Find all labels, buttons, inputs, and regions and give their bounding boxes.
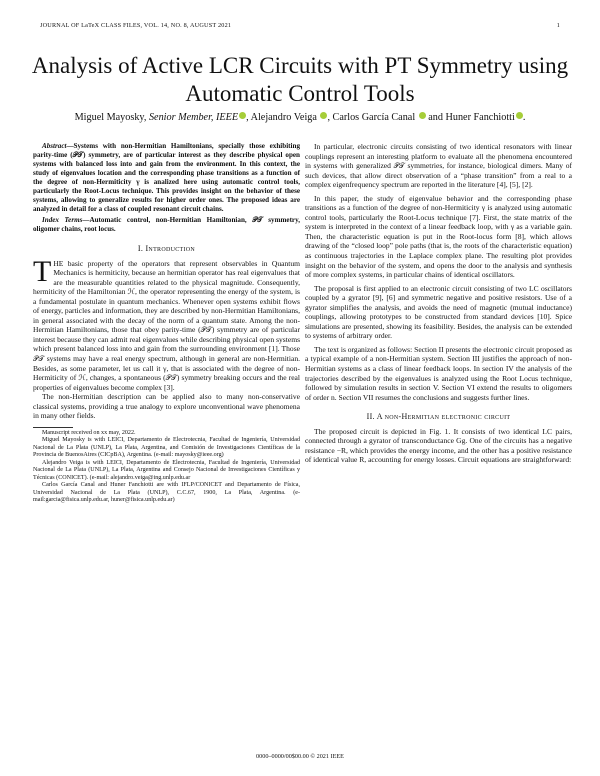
right-paragraph-3: The proposal is first applied to an electronic circuit consisting of two LC oscillators coupled by a gyrator [9], [6] and symmetric negative and positive resistors. Use of a gyrator simplifies the analysis, and avoids the need of magnetic (mutual inductance) couplings, allowing prototypes to be constructed from standard devices [10]. Spice simulations are presented, showing its feasibility. Besides, the analysis can be extended to systems of arbitrary order. (305, 283, 572, 341)
page-number: 1 (556, 22, 560, 29)
index-terms-text: —Automatic control, non-Hermitian Hamiltonian, 𝒫𝒯 symmetry, oligomer chains, root locus. (33, 216, 301, 233)
right-paragraph-2: In this paper, the study of eigenvalue behavior and the corresponding phase transitions as a function of the degree of non-Hermiticity γ is analyzed using automatic control tools, particularly the Root-Locus technique [7]. First, the state matrix of the system is interpreted in the context of a linear feedback loop, with γ as a variable gain. Then, the characteristic equation is put in the Root-locus form [8], which allows drawing of the “closed loop” pole paths (that is, the roots of the characteristic equation) as continuous trajectories in the Laplace complex plane. The resulting plot provides insight on the behavior of the system, and opens the door to the analysis and synthesis of more complex systems, in particular chains of identical oscillators. (305, 193, 572, 280)
footnote-author-1: Miguel Mayosky is with LEICI, Departamento de Electrotecnia, Facultad de Ingeniería, Universidad Nacional de La Plata (UNLP), La Plata, Argentina, and Comisión de Investigaciones Científicas de la Provincia de BuenosAires (CICpBA), Argentina. (e-mail: mayosky@ieee.org) (33, 437, 300, 459)
footnote-author-3-4: Carlos García Canal and Huner Fanchiotti are with IFLP/CONICET and Departamento de Física, Universidad Nacional de La Plata (UNLP), C.C.67, 1900, La Plata, Argentina. (e-mail:garcia@fisica.unlp.edu.ar, huner@fisica.unlp.edu.ar) (33, 482, 300, 504)
orcid-icon[interactable] (516, 112, 523, 119)
drop-cap: T (33, 254, 52, 288)
orcid-icon[interactable] (419, 112, 426, 119)
footnote-rule (33, 427, 73, 428)
author-1-role: Senior Member, IEEE (148, 112, 239, 123)
author-2: , Alejandro Veiga (246, 112, 317, 123)
abstract (33, 142, 300, 214)
footnote-author-2: Alejandro Veiga is with LEICI, Departamento de Electrotecnia, Facultad de Ingeniería, Universidad Nacional de La Plata (UNLP), La Plata, Argentina and Consejo Nacional de Investigaciones Científicas y Técnicas (CONICET). (e-mail: alejandro.veiga@ing.unlp.edu.ar (33, 459, 300, 481)
footnotes (33, 430, 300, 505)
right-column (305, 142, 572, 465)
abstract-text: —Systems with non-Hermitian Hamiltonians, specially those exhibiting parity-time (𝒫𝒯) symmetry, are of particular interest as they describe physical open systems with balanced loss into and gain from the environment. In this context, the study of eigenvalues location and the corresponding phase transitions as a function of the degree of non-Hermiticity γ is analized here using automatic control tools, particularly the Root-Locus technique. This provides insight on the behavior of these systems, allowing to generalize results for higher order ones. The proposed ideas are analyzed in detail for a class of coupled resonant circuit chains. (33, 142, 300, 213)
intro-paragraph-1-text: HE basic property of the operators that represent observables in Quantum Mechanics is hermiticity, because an hermitian operator has real eigenvalues that are the measurable quantities related to the physical magnitude. Consequently, hermiticity of the Hamiltonian ℋ, the operator representing the energy of the system, is a fundamental postulate in quantum mechanics. Whenever open systems exhibit flows of energy, particles and information, they are described by non-Hermitian Hamiltonians, in general associated with the decay of the norm of a quantum state. Among the non-Hermitian Hamiltonians, those that obey parity-time (𝒫𝒯) symmetry are of particular interest because they can admit real eigenvalues while describing physical open systems which present balanced loss into and gain from the surrounding environment [1]. Those 𝒫𝒯 systems may have a real energy spectrum, although in general are non-Hermitian. Besides, as some parameter, let us call it γ, that is associated with the degree of non-Hermiticity of ℋ, changes, a spontaneous (𝒫𝒯) symmetry breaking occurs and the real properties of eigenvalues become complex [3]. (33, 258, 300, 392)
author-1-name: Miguel Mayosky, (74, 112, 147, 123)
paper-title: Analysis of Active LCR Circuits with PT Symmetry using Automatic Control Tools (31, 53, 569, 106)
author-list (10, 112, 590, 123)
index-terms (33, 216, 300, 234)
footnote-received: Manuscript received on xx may, 2022. (42, 429, 136, 436)
right-paragraph-5: The proposed circuit is depicted in Fig. 1. It consists of two identical LC pairs, connected through a gyrator of transconductance Gg. One of the circuits has a negative resistance −R, which provides the energy income, and the other has a positive resistance of identical value R, accounting for energy losses. Circuit equations are straightforward: (305, 426, 572, 465)
left-column (33, 142, 300, 505)
author-end: . (522, 112, 526, 123)
section-heading-introduction: I. Introduction (137, 244, 196, 253)
intro-paragraph-2: The non-Hermitian description can be applied also to many non-conservative classical systems, providing a true analogy to explore unconventional wave phenomena in many other fields. (33, 392, 300, 421)
author-4: and Huner Fanchiotti (428, 112, 515, 123)
running-header (40, 22, 560, 29)
index-terms-label: Index Terms (42, 216, 83, 224)
journal-name: JOURNAL OF LaTeX CLASS FILES, VOL. 14, NO. 8, AUGUST 2021 (40, 22, 232, 29)
right-paragraph-1: In particular, electronic circuits consisting of two identical resonators with linear couplings represent an interesting platform to evaluate all the phenomena encountered in systems with generalized 𝒫𝒯 symmetries, for instance, biological dimers. Many of such devices, that allow direct observation of a “phase transition” from a real to a complex eigenfrequency spectrum are reported in the literature [4], [5], [2]. (305, 142, 572, 190)
intro-paragraph-1 (33, 254, 300, 393)
right-paragraph-4: The text is organized as follows: Section II presents the electronic circuit proposed as a typical example of a non-Hermitian system. Section III justifies the approach of non-Hermitian systems as a class of linear feedback loops. In section IV the analysis of the trajectories described by the eigenvalues is analyzed using the Root Locus technique, followed by simulation results in section V. Section VI extend the results to oligomers of order n. Section VII resumes the conclusions and suggests further lines. (305, 344, 572, 402)
copyright-footer: 0000–0000/00$00.00 © 2021 IEEE (256, 753, 344, 760)
abstract-label: Abstract (42, 142, 67, 150)
section-heading-circuit: II. A non-Hermitian electronic circuit (366, 412, 511, 422)
author-3: , Carlos García Canal (327, 112, 416, 123)
